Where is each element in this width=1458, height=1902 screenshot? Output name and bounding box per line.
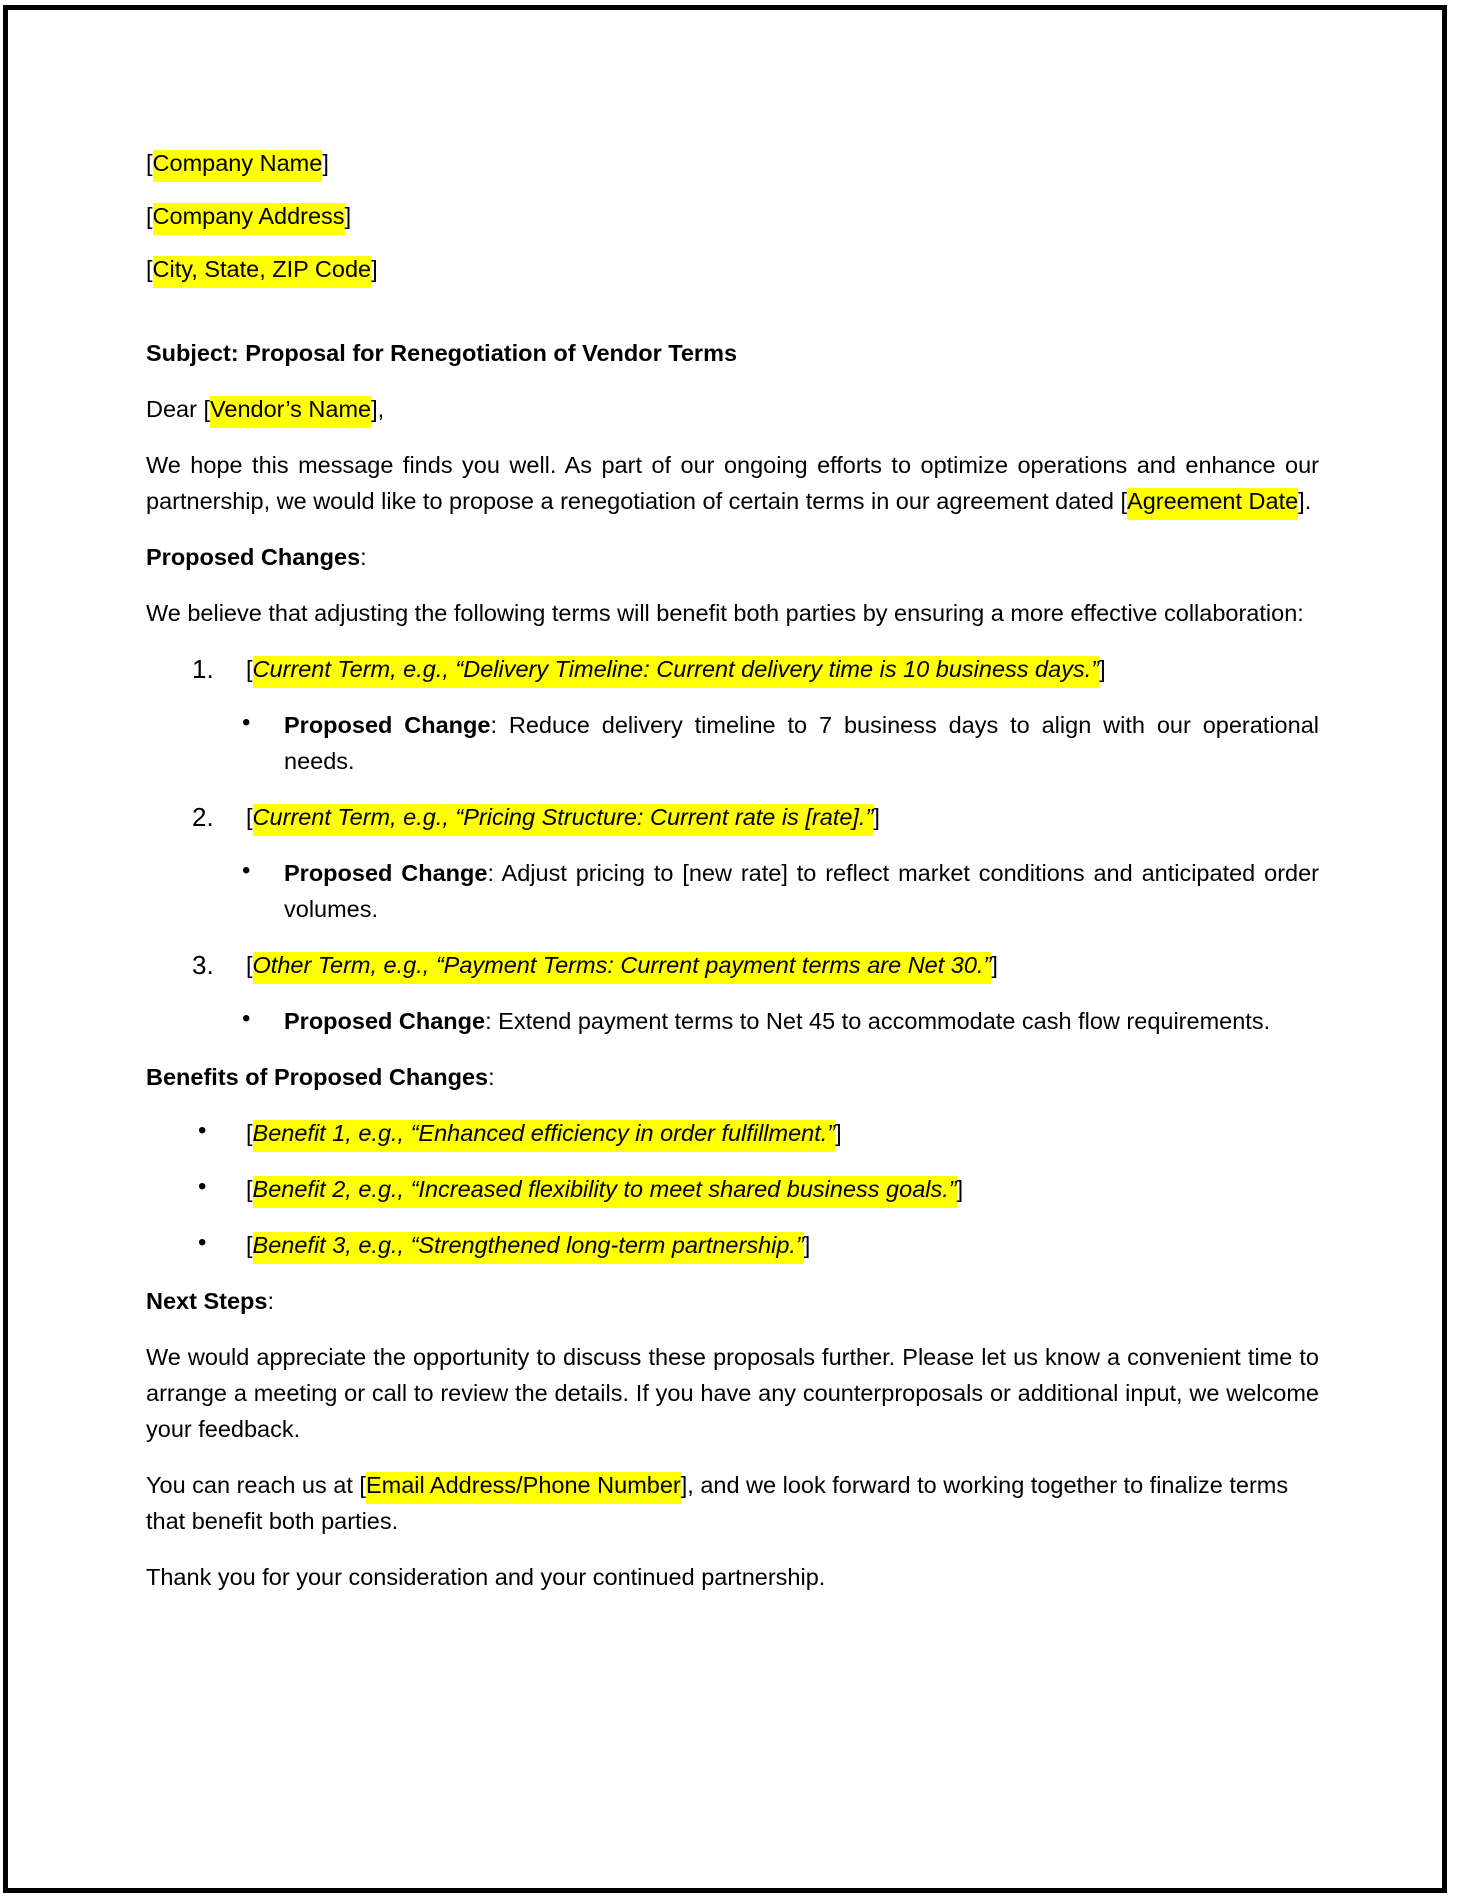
benefits-heading: Benefits of Proposed Changes:	[146, 1064, 495, 1090]
agreement-date-placeholder[interactable]: Agreement Date	[1127, 488, 1298, 520]
sub-list	[242, 707, 1319, 779]
list-item: • Proposed Change: Extend payment terms to Net 45 to accommodate cash flow requirements.	[146, 1003, 1319, 1039]
list-number: 2.	[192, 802, 214, 832]
city-state-zip-placeholder[interactable]: City, State, ZIP Code	[153, 256, 372, 288]
next-steps-paragraph: We would appreciate the opportunity to discuss these proposals further. Please let us know a convenient time to arrange a meeting or call to review the details. If you have any counterproposals or additional input, we welcome your feedback.	[146, 1344, 1319, 1442]
list-item: 3. [Other Term, e.g., “Payment Terms: Current payment terms are Net 30.”] • Proposed Change: Extend payment terms to Net 45 to accommodate cash flow requirements.	[146, 947, 1319, 1039]
proposed-changes-heading: Proposed Changes:	[146, 544, 367, 570]
term-placeholder[interactable]: Current Term, e.g., “Pricing Structure: Current rate is [rate].”	[253, 804, 874, 836]
bullet-icon: •	[242, 709, 251, 736]
document-page	[3, 5, 1447, 1893]
list-item: 1. [Current Term, e.g., “Delivery Timeline: Current delivery time is 10 business days.”] • Proposed Change: Reduce delivery timeline to 7 business days to align with our operational needs.	[146, 651, 1319, 779]
list-item: 2. [Current Term, e.g., “Pricing Structure: Current rate is [rate].”] • Proposed Change: Adjust pricing to [new rate] to reflect market conditions and anticipated order volumes.	[146, 799, 1319, 927]
term-placeholder[interactable]: Current Term, e.g., “Delivery Timeline: Current delivery time is 10 business days.”	[253, 656, 1100, 688]
list-item: • Proposed Change: Adjust pricing to [new rate] to reflect market conditions and anticipated order volumes.	[146, 855, 1319, 927]
term-placeholder[interactable]: Other Term, e.g., “Payment Terms: Current payment terms are Net 30.”	[253, 952, 992, 984]
bullet-icon: •	[198, 1173, 207, 1200]
city-state-zip-line: [City, State, ZIP Code]	[146, 251, 1319, 287]
bullet-icon: •	[242, 1005, 251, 1032]
subject-line: Subject: Proposal for Renegotiation of Vendor Terms	[146, 340, 738, 366]
proposed-changes-intro: We believe that adjusting the following terms will benefit both parties by ensuring a more effective collaboration:	[146, 600, 1304, 626]
list-item: • Proposed Change: Reduce delivery timeline to 7 business days to align with our operational needs.	[146, 707, 1319, 779]
bullet-icon: •	[198, 1229, 207, 1256]
benefit-placeholder[interactable]: Benefit 3, e.g., “Strengthened long-term partnership.”	[253, 1232, 804, 1264]
contact-paragraph: You can reach us at [Email Address/Phone Number], and we look forward to working together to finalize terms that benefit both parties.	[146, 1472, 1289, 1534]
benefit-placeholder[interactable]: Benefit 1, e.g., “Enhanced efficiency in order fulfillment.”	[253, 1120, 836, 1152]
benefit-placeholder[interactable]: Benefit 2, e.g., “Increased flexibility to meet shared business goals.”	[253, 1176, 957, 1208]
letter-body	[146, 145, 1319, 1615]
contact-placeholder[interactable]: Email Address/Phone Number	[366, 1472, 681, 1504]
list-item: • [Benefit 1, e.g., “Enhanced efficiency in order fulfillment.”]	[146, 1115, 1319, 1151]
list-number: 3.	[192, 950, 214, 980]
vendor-name-placeholder[interactable]: Vendor’s Name	[210, 396, 371, 428]
benefits-list	[146, 1115, 1319, 1263]
company-address-placeholder[interactable]: Company Address	[153, 203, 345, 235]
company-address-line: [Company Address]	[146, 198, 1319, 234]
proposed-changes-list	[146, 651, 1319, 1039]
bullet-icon: •	[198, 1117, 207, 1144]
next-steps-heading: Next Steps:	[146, 1288, 274, 1314]
list-item: • [Benefit 2, e.g., “Increased flexibility to meet shared business goals.”]	[146, 1171, 1319, 1207]
sub-list	[242, 1003, 1319, 1039]
company-name-placeholder[interactable]: Company Name	[153, 150, 323, 182]
list-number: 1.	[192, 654, 214, 684]
list-item: • [Benefit 3, e.g., “Strengthened long-term partnership.”]	[146, 1227, 1319, 1263]
closing-paragraph: Thank you for your consideration and your continued partnership.	[146, 1564, 826, 1590]
sub-list	[242, 855, 1319, 927]
bullet-icon: •	[242, 857, 251, 884]
salutation: Dear [Vendor’s Name],	[146, 391, 1319, 427]
company-name-line: [Company Name]	[146, 145, 1319, 181]
intro-paragraph: We hope this message finds you well. As part of our ongoing efforts to optimize operations and enhance our partnership, we would like to propose a renegotiation of certain terms in our agreement dated [Agreement Date].	[146, 447, 1319, 519]
